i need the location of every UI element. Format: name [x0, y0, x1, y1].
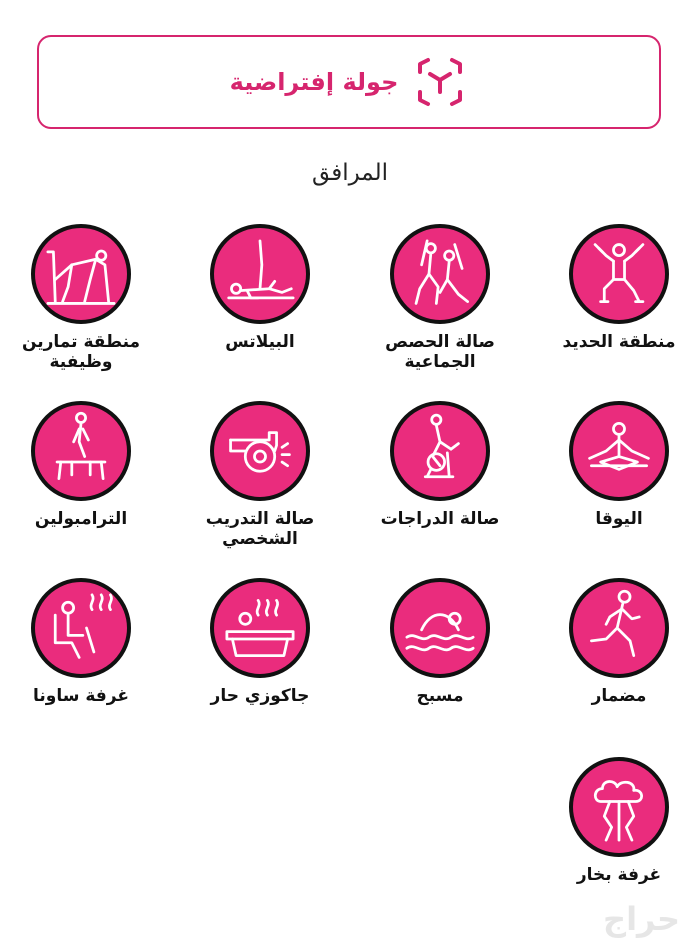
360-tour-icon	[412, 54, 468, 110]
yoga-icon	[569, 401, 669, 501]
weights-icon	[569, 224, 669, 324]
facility-label: جاكوزي حار	[210, 686, 310, 706]
facility-label: صالة الدراجات	[380, 509, 500, 529]
facility-yoga[interactable]	[534, 401, 700, 529]
facility-label: صالة التدريب الشخصي	[205, 509, 315, 549]
facility-label: منطقة تمارين وظيفية	[21, 332, 141, 372]
facility-swimming-pool[interactable]	[355, 578, 525, 706]
running-track-icon	[569, 578, 669, 678]
facility-weights[interactable]	[534, 224, 700, 352]
watermark-logo: حراج	[603, 900, 680, 938]
virtual-tour-label: جولة إفتراضية	[229, 68, 399, 96]
facility-label: البيلاتس	[225, 332, 295, 352]
facility-label: صالة الحصص الجماعية	[385, 332, 495, 372]
facility-group-class[interactable]	[355, 224, 525, 372]
facility-pilates[interactable]	[175, 224, 345, 352]
whistle-icon	[210, 401, 310, 501]
facility-label: الترامبولين	[34, 509, 128, 529]
swimming-pool-icon	[390, 578, 490, 678]
facility-personal-training[interactable]	[175, 401, 345, 549]
facility-steam-room[interactable]	[534, 757, 700, 885]
jacuzzi-icon	[210, 578, 310, 678]
facility-label: غرفة بخار	[576, 865, 662, 885]
facility-running-track[interactable]	[534, 578, 700, 706]
page-title: المرافق	[312, 160, 388, 186]
facility-label: مسبح	[416, 686, 464, 706]
trampoline-icon	[31, 401, 131, 501]
facility-label: مضمار	[591, 686, 647, 706]
pilates-icon	[210, 224, 310, 324]
facility-jacuzzi[interactable]	[175, 578, 345, 706]
facility-label: غرفة ساونا	[33, 686, 129, 706]
cycling-icon	[390, 401, 490, 501]
facility-cycling[interactable]	[355, 401, 525, 529]
facility-sauna[interactable]	[0, 578, 166, 706]
group-class-icon	[390, 224, 490, 324]
facility-functional-training[interactable]	[0, 224, 166, 372]
facility-label: منطقة الحديد	[562, 332, 676, 352]
steam-room-icon	[569, 757, 669, 857]
facility-trampoline[interactable]	[0, 401, 166, 529]
functional-training-icon	[31, 224, 131, 324]
facility-label: اليوقا	[595, 509, 643, 529]
sauna-icon	[31, 578, 131, 678]
virtual-tour-button[interactable]	[37, 35, 661, 129]
